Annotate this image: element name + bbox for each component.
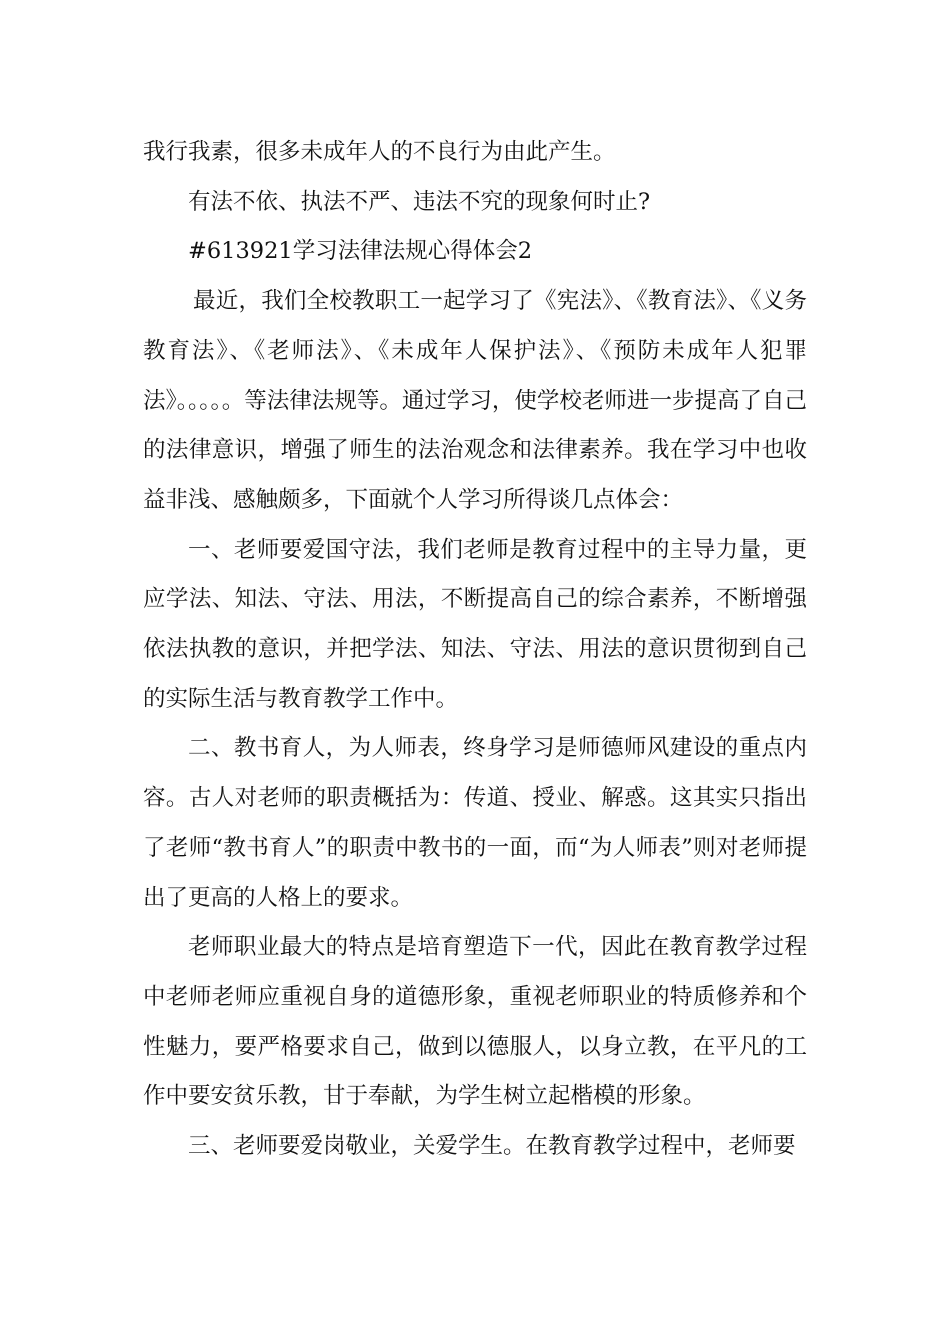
section-heading: #613921学习法律法规心得体会2 bbox=[188, 238, 533, 265]
paragraph-point-two: 二、教书育人，为人师表，终身学习是师德师风建设的重点内容。古人对老师的职责概括为：传道、授业、解惑。这其实只指出了老师“教书育人”的职责中教书的一面，而“为人师表”则对老师提出了更高的人格上的要求。 bbox=[143, 735, 807, 911]
paragraph-point-three: 三、老师要爱岗敬业，关爱学生。在教育教学过程中，老师要 bbox=[188, 1133, 796, 1160]
paragraph-teacher-role: 老师职业最大的特点是培育塑造下一代，因此在教育教学过程中老师老师应重视自身的道德形象，重视老师职业的特质修养和个性魅力，要严格要求自己，做到以德服人，以身立教，在平凡的工作中要安贫乐教，甘于奉献，为学生树立起楷模的形象。 bbox=[143, 934, 807, 1110]
paragraph-continuation: 我行我素，很多未成年人的不良行为由此产生。 bbox=[143, 139, 616, 165]
paragraph-intro: 最近，我们全校教职工一起学习了《宪法》、《教育法》、《义务教育法》、《老师法》、《未成年人保护法》、《预防未成年人犯罪法》。。。。。等法律法规等。通过学习，使学校老师进一步提高了自己的法律意识，增强了师生的法治观念和法律素养。我在学习中也收益非浅、感触颇多，下面就个人学习所得谈几点体会： bbox=[143, 288, 807, 513]
paragraph-question: 有法不依、执法不严、违法不究的现象何时止? bbox=[188, 188, 651, 215]
document-body bbox=[143, 128, 807, 1172]
paragraph-point-one: 一、老师要爱国守法，我们老师是教育过程中的主导力量，更应学法、知法、守法、用法，不断提高自己的综合素养，不断增强依法执教的意识，并把学法、知法、守法、用法的意识贯彻到自己的实际生活与教育教学工作中。 bbox=[143, 536, 807, 712]
